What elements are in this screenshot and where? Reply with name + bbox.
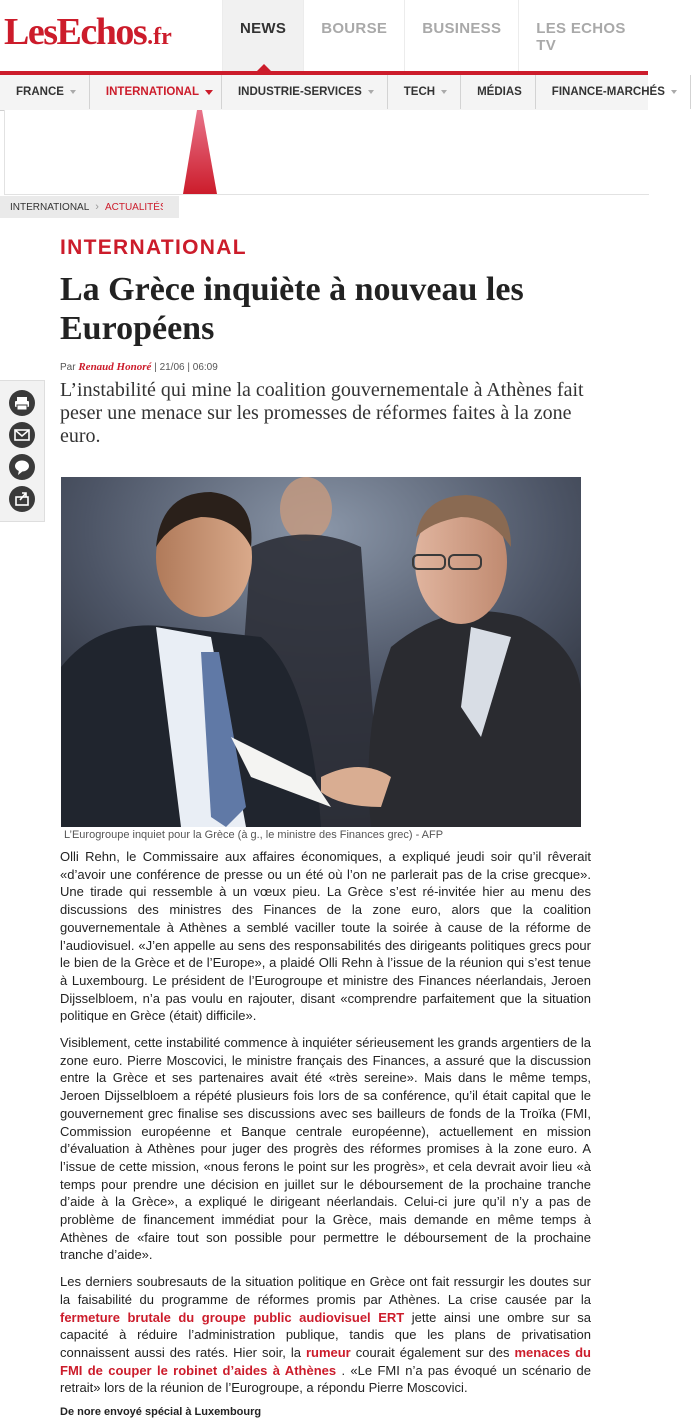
- caret-down-icon: [441, 90, 447, 94]
- nav-les-echos-tv[interactable]: LES ECHOS TV: [518, 0, 648, 72]
- share-toolbar: [0, 380, 45, 522]
- logo-suffix: .fr: [147, 24, 172, 50]
- article-body: [60, 848, 591, 1422]
- photo-caption: L’Eurogroupe inquiet pour la Grèce (à g., le ministre des Finances grec) - AFP: [64, 829, 444, 841]
- paragraph-text: Les derniers soubresauts de la situation politique en Grèce ont fait ressurgir les doutes sur la faisabilité du programme de réformes promis par Athènes. La crise causée par la: [60, 1274, 591, 1307]
- site-nav: [222, 0, 648, 72]
- article-paragraph: Visiblement, cette instabilité commence à inquiéter sérieusement les grands argentiers de la zone euro. Pierre Moscovici, le ministre français des Finances, a assuré que la discussion entre la Grèce et ses partenaires avait été «très sereine». Mais dans le même temps, Jeroen Dijsselbloem a répété plusieurs fois lors de sa conférence, qu’il était capital que le gouvernement grec finalise ses discussions avec ses bailleurs de fonds de la Troïka (FMI, Commission européenne et Banque centrale européenne), actuellement en mission d’évaluation à Athènes pour juger des progrès des réformes promises à la zone euro. A l’issue de cette mission, «nous ferons le point sur les progrès», et cela devrait avoir lieu «à temps pour prendre une décision en juillet sur le déboursement de la prochaine tranche d’aide à la Grèce», a expliqué le dirigeant néerlandais. Celui-ci jure qu’il n’y a pas de problème de financement immédiat pour la Grèce, mais demande en même temps à Athènes de «faire tout son possible pour permettre le déboursement de la prochaine tranche d’aide».: [60, 1035, 591, 1263]
- paragraph-text: . «Le FMI n’a pas évoqué un scénario de retrait» lors de la réunion de l’Eurogroupe, a répondu Pierre Moscovici.: [60, 1362, 591, 1396]
- share-out-icon[interactable]: [9, 486, 35, 512]
- subnav-label: FINANCE-MARCHÉS: [551, 86, 665, 98]
- author-link[interactable]: Renaud Honoré: [78, 361, 152, 373]
- subnav-label: FRANCE: [16, 86, 64, 98]
- byline-sep: |: [187, 362, 190, 373]
- subnav-medias[interactable]: [461, 75, 536, 109]
- article-photo: [61, 477, 581, 827]
- subnav-label: TECH: [403, 86, 436, 98]
- byline-sep: |: [154, 362, 157, 373]
- site-header: [0, 0, 648, 72]
- caret-down-icon: [70, 90, 76, 94]
- link-rumeur[interactable]: rumeur: [305, 1344, 351, 1360]
- nav-news[interactable]: NEWS: [222, 0, 303, 72]
- subnav-label: INTERNATIONAL: [105, 86, 199, 98]
- subnav-industrie-services[interactable]: [222, 75, 388, 109]
- ad-banner-area: [4, 110, 649, 195]
- section-nav: [0, 75, 665, 111]
- section-pointer-icon: [183, 110, 219, 194]
- email-icon[interactable]: [9, 422, 35, 448]
- article-lead: L’instabilité qui mine la coalition gouvernementale à Athènes fait peser une menace sur les promesses de réformes faites à la zone euro.: [60, 379, 584, 447]
- breadcrumb-current[interactable]: ACTUALITÉS: [104, 201, 167, 213]
- nav-bourse[interactable]: BOURSE: [303, 0, 404, 72]
- comment-icon[interactable]: [9, 454, 35, 480]
- print-icon[interactable]: [9, 390, 35, 416]
- logo-wordmark: LesEchos: [4, 11, 147, 53]
- publish-time: 06:09: [192, 362, 218, 373]
- article-paragraph: [60, 1273, 591, 1397]
- caret-down-icon: [205, 90, 213, 95]
- nav-business[interactable]: BUSINESS: [404, 0, 518, 72]
- article-title: La Grèce inquiète à nouveau les Européens: [60, 271, 524, 347]
- caret-down-icon: [671, 90, 677, 94]
- breadcrumb-separator: ›: [95, 201, 99, 213]
- caret-down-icon: [368, 90, 374, 94]
- subnav-france[interactable]: [0, 75, 90, 109]
- byline-prefix: Par: [60, 362, 76, 373]
- article-paragraph: Olli Rehn, le Commissaire aux affaires économiques, a expliqué jeudi soir qu’il rêverait «d’avoir une conférence de presse ou un été où l’on ne parlerait pas de la crise grecque». Une tirade qui ressemble à un vœux pieu. La Grèce s’est ré-invitée hier au menu des discussions des ministres des Finances de la zone euro, alors que la coalition gouvernementale à Athènes a semblé vaciller toute la soirée à cause de la réforme de l’audiovisuel. «J’en appelle au sens des responsabilités des dirigeants politiques grecs pour le bien de la Grèce et de l’Europe», a plaidé Olli Rehn à l’issue de la réunion qui s’est tenue à Luxembourg. Le président de l’Eurogroupe et ministre des Finances néerlandais, Jeroen Dijsselbloem, n’a pas voulu en rajouter, disant «comprendre parfaitement que la situation politique en Grèce (était) difficile».: [60, 849, 591, 1024]
- article-byline: [60, 361, 218, 373]
- subnav-international[interactable]: [90, 75, 222, 109]
- link-fmi-threats[interactable]: menaces du FMI de couper le robinet d’aides à Athènes: [60, 1344, 591, 1378]
- article-rubric[interactable]: INTERNATIONAL: [60, 236, 247, 259]
- link-ert-closure[interactable]: fermeture brutale du groupe public audiovisuel ERT: [60, 1309, 405, 1325]
- subnav-label: MÉDIAS: [477, 86, 522, 98]
- breadcrumb-arrow: [163, 196, 175, 218]
- article-signoff: De nore envoyé spécial à Luxembourg: [60, 1406, 262, 1419]
- breadcrumb-section[interactable]: INTERNATIONAL: [10, 201, 90, 213]
- paragraph-text: courait également sur des: [350, 1344, 515, 1360]
- subnav-finance-marches[interactable]: [536, 75, 691, 109]
- subnav-tech[interactable]: [388, 75, 461, 109]
- subnav-label: INDUSTRIE-SERVICES: [237, 86, 362, 98]
- breadcrumb: [0, 196, 179, 218]
- paragraph-text: jette ainsi une ombre sur sa capacité à réduire l’administration publique, tandis que les plans de privatisation connaissent aussi des ratés. Hier soir, la: [60, 1309, 591, 1360]
- publish-date: 21/06: [159, 362, 185, 373]
- site-logo[interactable]: [4, 10, 172, 60]
